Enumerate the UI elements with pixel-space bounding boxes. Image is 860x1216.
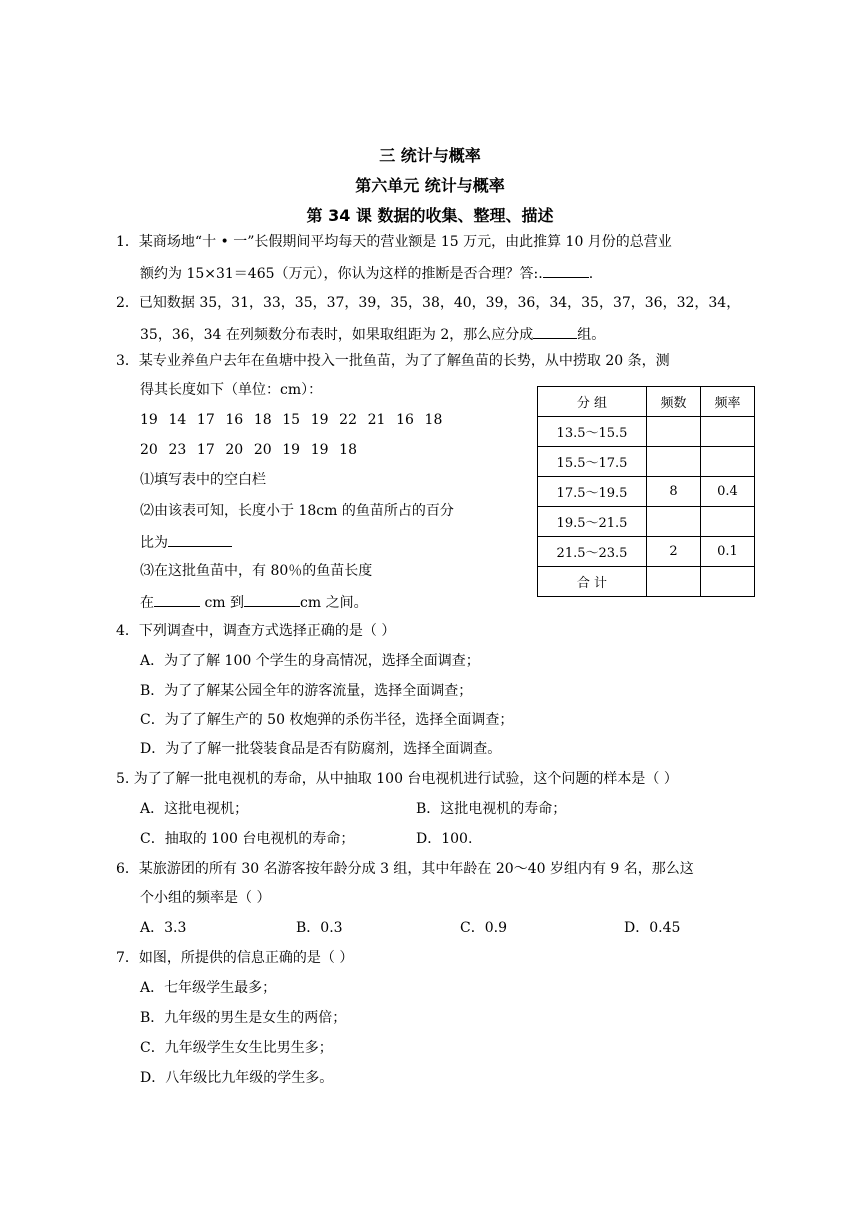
q5-stem: 5. 为了了解一批电视机的寿命，从中抽取 100 台电视机进行试验，这个问题的样本是（ ） xyxy=(116,771,678,787)
q1-line2-end: . xyxy=(588,266,594,282)
data-value: 21 xyxy=(367,412,386,428)
q7-option-c[interactable]: C．九年级学生女生比男生多； xyxy=(140,1040,333,1056)
count-cell[interactable] xyxy=(647,447,701,477)
q6-option-b[interactable]: B．0.3 xyxy=(296,920,343,936)
q3-line1: 3．某专业养鱼户去年在鱼塘中投入一批鱼苗，为了了解鱼苗的长势，从中捞取 20 条，测 xyxy=(116,353,670,369)
rate-cell: 0.4 xyxy=(701,477,755,507)
chapter-title: 三 统计与概率 xyxy=(379,146,481,165)
data-value: 16 xyxy=(396,412,414,428)
q5-option-c[interactable]: C．抽取的 100 台电视机的寿命； xyxy=(140,831,355,847)
data-value: 19 xyxy=(310,412,329,428)
data-value: 16 xyxy=(225,412,244,428)
data-value: 17 xyxy=(196,412,215,428)
q3-sub1: ⑴填写表中的空白栏 xyxy=(140,472,266,488)
q3-sub3-text-b: cm 到 xyxy=(204,595,245,611)
data-value: 19 xyxy=(310,442,329,458)
q2-answer-blank[interactable] xyxy=(533,324,577,339)
table-total-row xyxy=(538,567,755,597)
q1-answer-blank[interactable] xyxy=(543,263,589,278)
data-value: 22 xyxy=(339,412,357,428)
data-value: 19 xyxy=(140,412,158,428)
data-value: 23 xyxy=(168,442,187,458)
data-value: 18 xyxy=(339,442,357,458)
unit-title: 第六单元 统计与概率 xyxy=(355,176,505,195)
frequency-table xyxy=(537,386,755,597)
data-value: 20 xyxy=(140,442,158,458)
table-row xyxy=(538,417,755,447)
q6-line1: 6．某旅游团的所有 30 名游客按年龄分成 3 组，其中年龄在 20～40 岁组内有 9 名，那么这 xyxy=(116,861,694,877)
rate-cell[interactable] xyxy=(701,567,755,597)
data-value: 14 xyxy=(168,412,187,428)
q4-option-c[interactable]: C．为了了解生产的 50 枚炮弹的杀伤半径，选择全面调查； xyxy=(140,712,514,728)
q1-line2-text: 额约为 15×31＝465（万元），你认为这样的推断是否合理？答:. xyxy=(140,266,543,282)
q2-line1: 2．已知数据 35，31，33，35，37，39，35，38，40，39，36，34，35，37，36，32，34， xyxy=(116,295,741,311)
q1-line2 xyxy=(140,263,593,283)
q5-option-d[interactable]: D．100. xyxy=(416,831,473,847)
group-cell: 13.5～15.5 xyxy=(538,417,647,447)
header-group: 分 组 xyxy=(538,387,647,417)
table-row xyxy=(538,537,755,567)
table-row xyxy=(538,447,755,477)
q3-line2: 得其长度如下（单位：cm）： xyxy=(140,382,323,398)
data-value: 20 xyxy=(253,442,272,458)
q6-option-c[interactable]: C．0.9 xyxy=(460,920,507,936)
table-header-row xyxy=(538,387,755,417)
q2-line2-text: 35，36，34 在列频数分布表时，如果取组距为 2，那么应分成 xyxy=(140,327,534,343)
q1-line1: 1．某商场地“十 • 一”长假期间平均每天的营业额是 15 万元，由此推算 10 月份的总营业 xyxy=(116,234,672,250)
q2-line2-end: 组。 xyxy=(577,327,606,343)
group-cell: 21.5～23.5 xyxy=(538,537,647,567)
data-value: 20 xyxy=(225,442,244,458)
q4-option-a[interactable]: A．为了了解 100 个学生的身高情况，选择全面调查； xyxy=(140,653,480,669)
rate-cell[interactable] xyxy=(701,507,755,537)
data-value: 18 xyxy=(253,412,272,428)
q3-sub3-text-c: cm 之间。 xyxy=(300,595,368,611)
group-cell: 15.5～17.5 xyxy=(538,447,647,477)
table-row xyxy=(538,507,755,537)
count-cell[interactable] xyxy=(647,417,701,447)
q2-line2 xyxy=(140,324,605,344)
header-frequency-rate: 频率 xyxy=(701,387,755,417)
total-label-cell: 合 计 xyxy=(538,567,647,597)
count-cell[interactable] xyxy=(647,507,701,537)
q7-option-d[interactable]: D．八年级比九年级的学生多。 xyxy=(140,1070,334,1086)
group-cell: 19.5～21.5 xyxy=(538,507,647,537)
q3-data-row1 xyxy=(140,411,449,429)
q3-sub3-text-a: 在 xyxy=(140,595,154,611)
q7-option-a[interactable]: A．七年级学生最多； xyxy=(140,980,277,996)
q3-data-row2 xyxy=(140,441,363,459)
header-frequency-count: 频数 xyxy=(647,387,701,417)
q5-option-b[interactable]: B．这批电视机的寿命； xyxy=(416,801,567,817)
q6-line2: 个小组的频率是（ ） xyxy=(140,890,271,906)
data-value: 17 xyxy=(196,442,215,458)
rate-cell[interactable] xyxy=(701,417,755,447)
rate-cell: 0.1 xyxy=(701,537,755,567)
q4-stem: 4．下列调查中，调查方式选择正确的是（ ） xyxy=(116,623,396,639)
data-value: 18 xyxy=(424,412,443,428)
q3-sub3-line2 xyxy=(140,592,368,612)
q4-option-b[interactable]: B．为了了解某公园全年的游客流量，选择全面调查； xyxy=(140,683,473,699)
q3-sub2-line1: ⑵由该表可知，长度小于 18cm 的鱼苗所占的百分 xyxy=(140,503,454,519)
group-cell: 17.5～19.5 xyxy=(538,477,647,507)
count-cell: 8 xyxy=(647,477,701,507)
q6-option-a[interactable]: A．3.3 xyxy=(140,920,187,936)
q3-max-length-blank[interactable] xyxy=(244,592,300,607)
q6-option-d[interactable]: D．0.45 xyxy=(624,920,681,936)
q4-option-d[interactable]: D．为了了解一批袋装食品是否有防腐剂，选择全面调查。 xyxy=(140,741,502,757)
lesson-title: 第 34 课 数据的收集、整理、描述 xyxy=(306,206,554,225)
count-cell[interactable] xyxy=(647,567,701,597)
q5-option-a[interactable]: A．这批电视机； xyxy=(140,801,249,817)
q3-sub2-text: 比为 xyxy=(140,535,168,551)
table-row xyxy=(538,477,755,507)
q3-sub2-line2 xyxy=(140,532,232,552)
q3-sub3-line1: ⑶在这批鱼苗中，有 80％的鱼苗长度 xyxy=(140,563,373,579)
q3-min-length-blank[interactable] xyxy=(154,592,200,607)
q3-percent-blank[interactable] xyxy=(168,532,232,547)
count-cell: 2 xyxy=(647,537,701,567)
q7-stem: 7．如图，所提供的信息正确的是（ ） xyxy=(116,950,354,966)
rate-cell[interactable] xyxy=(701,447,755,477)
q7-option-b[interactable]: B．九年级的男生是女生的两倍； xyxy=(140,1010,347,1026)
data-value: 15 xyxy=(282,412,301,428)
data-value: 19 xyxy=(282,442,301,458)
